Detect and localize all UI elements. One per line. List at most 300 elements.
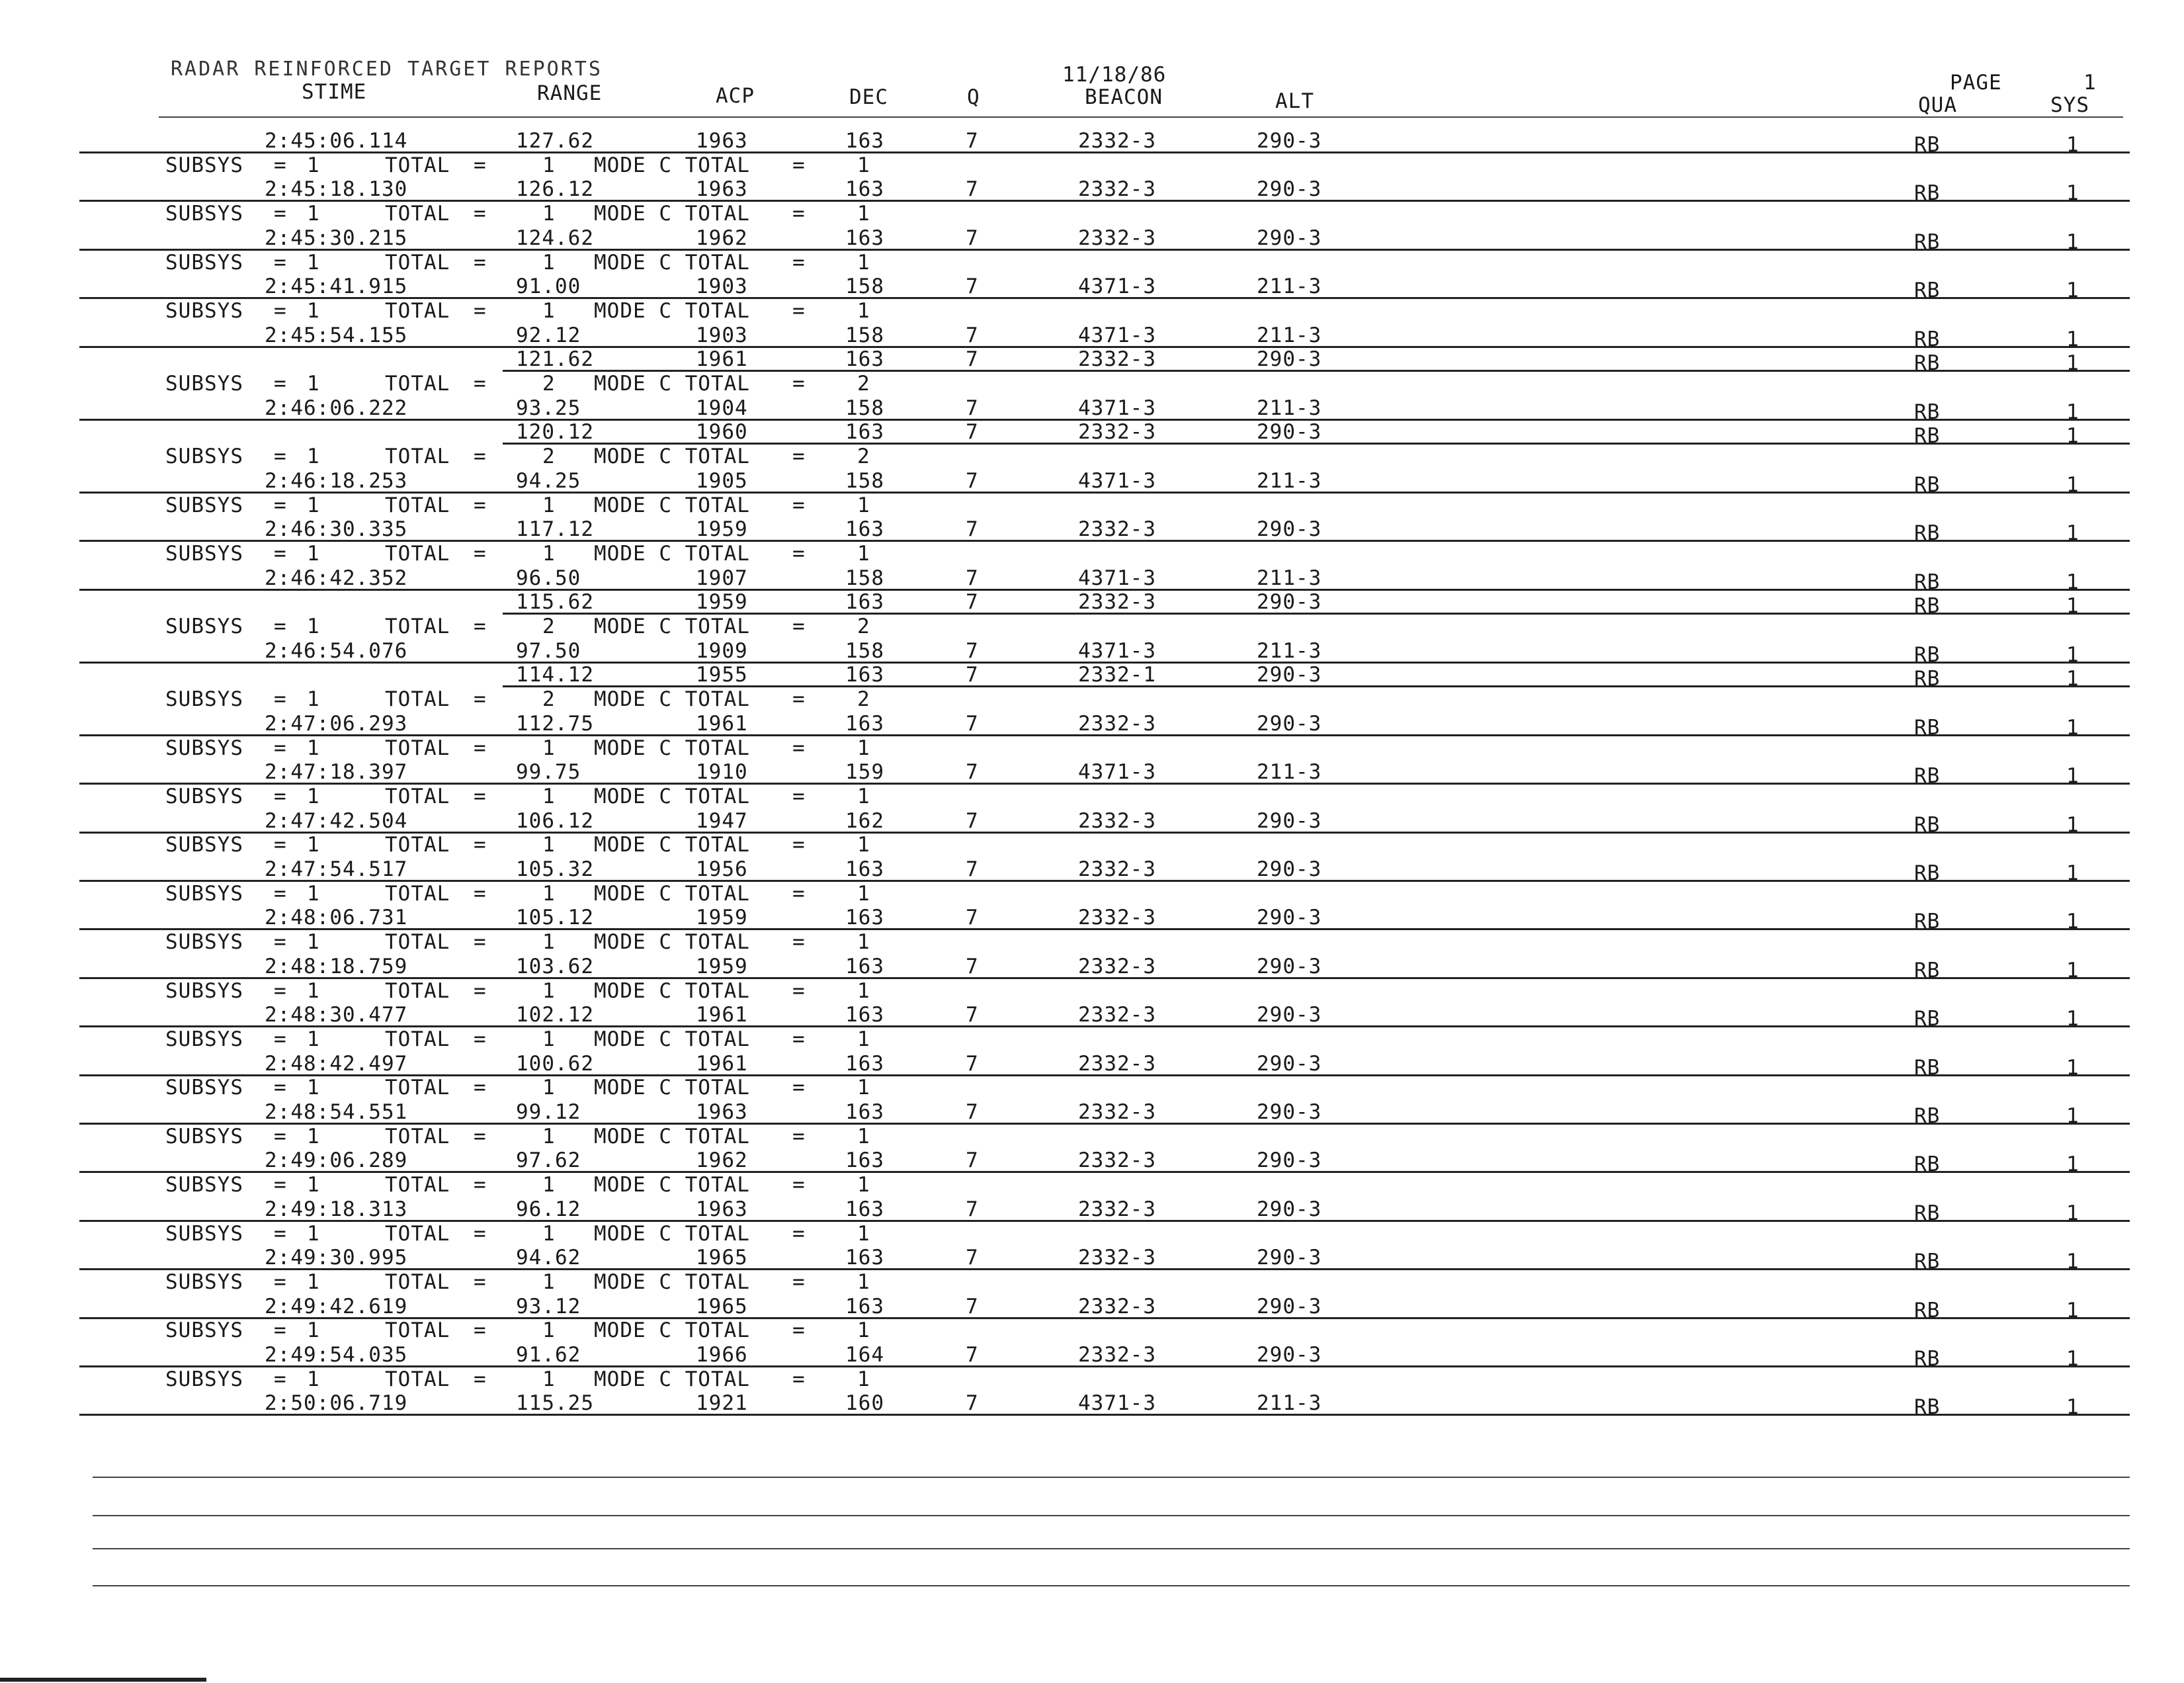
equals-sign: =	[474, 1027, 487, 1051]
sys-cell: 1	[2066, 910, 2079, 933]
sys-cell: 1	[2066, 667, 2079, 691]
mode-c-total-value: 1	[857, 202, 870, 226]
total-label: TOTAL	[385, 1173, 450, 1197]
qua-cell: RB	[1914, 959, 1941, 982]
acp-cell: 1962	[696, 226, 748, 250]
range-cell: 97.50	[516, 639, 581, 663]
equals-sign: =	[474, 930, 487, 954]
column-header-beacon: BEACON	[1085, 85, 1163, 109]
q-cell: 7	[966, 1052, 979, 1076]
equals-sign: =	[474, 251, 487, 275]
sys-cell: 1	[2066, 1104, 2079, 1128]
report-title: RADAR REINFORCED TARGET REPORTS	[171, 58, 603, 81]
range-cell: 102.12	[516, 1003, 594, 1027]
q-cell: 7	[966, 955, 979, 978]
beacon-cell: 2332-3	[1078, 955, 1156, 978]
alt-cell: 290-3	[1257, 1343, 1322, 1367]
sys-cell: 1	[2066, 959, 2079, 982]
total-value: 2	[542, 372, 556, 396]
beacon-cell: 2332-3	[1078, 906, 1156, 929]
equals-sign: =	[792, 1318, 806, 1342]
dec-cell: 163	[845, 1295, 884, 1318]
equals-sign: =	[792, 494, 806, 517]
mode-c-total-label: MODE C TOTAL	[594, 299, 750, 323]
total-value: 1	[542, 1270, 556, 1294]
beacon-cell: 2332-3	[1078, 1246, 1156, 1270]
subsys-value: 1	[307, 687, 320, 711]
mode-c-total-label: MODE C TOTAL	[594, 202, 750, 226]
subsys-label: SUBSYS	[165, 1367, 243, 1391]
qua-cell: RB	[1914, 570, 1941, 594]
acp-cell: 1959	[696, 906, 748, 929]
total-value: 1	[542, 785, 556, 808]
total-value: 1	[542, 882, 556, 906]
subsys-label: SUBSYS	[165, 299, 243, 323]
qua-cell: RB	[1914, 1007, 1941, 1031]
equals-sign: =	[274, 1222, 287, 1246]
mode-c-total-value: 2	[857, 445, 870, 468]
total-label: TOTAL	[385, 445, 450, 468]
range-cell: 97.62	[516, 1148, 581, 1172]
range-cell: 91.62	[516, 1343, 581, 1367]
mode-c-total-label: MODE C TOTAL	[594, 1125, 750, 1148]
report-date: 11/18/86	[1062, 63, 1167, 87]
edge-mark	[0, 1678, 206, 1682]
column-header-stime: STIME	[302, 80, 367, 104]
stime-cell: 2:47:06.293	[265, 712, 408, 736]
mode-c-total-label: MODE C TOTAL	[594, 882, 750, 906]
q-cell: 7	[966, 226, 979, 250]
blank-rule	[93, 1548, 2130, 1549]
subsys-label: SUBSYS	[165, 736, 243, 760]
subsys-value: 1	[307, 1367, 320, 1391]
total-value: 1	[542, 833, 556, 857]
mode-c-total-value: 2	[857, 372, 870, 396]
equals-sign: =	[792, 615, 806, 638]
total-label: TOTAL	[385, 1125, 450, 1148]
acp-cell: 1963	[696, 1100, 748, 1124]
dec-cell: 163	[845, 347, 884, 371]
dec-cell: 163	[845, 129, 884, 153]
equals-sign: =	[274, 1027, 287, 1051]
beacon-cell: 4371-3	[1078, 275, 1156, 298]
equals-sign: =	[274, 736, 287, 760]
subsys-value: 1	[307, 372, 320, 396]
page-label: PAGE	[1950, 71, 2002, 95]
mode-c-total-label: MODE C TOTAL	[594, 445, 750, 468]
total-label: TOTAL	[385, 202, 450, 226]
dec-cell: 163	[845, 226, 884, 250]
q-cell: 7	[966, 663, 979, 687]
stime-cell: 2:48:18.759	[265, 955, 408, 978]
mode-c-total-value: 1	[857, 736, 870, 760]
equals-sign: =	[792, 1270, 806, 1294]
equals-sign: =	[274, 542, 287, 566]
q-cell: 7	[966, 1246, 979, 1270]
total-label: TOTAL	[385, 930, 450, 954]
stime-cell: 2:45:41.915	[265, 275, 408, 298]
mode-c-total-value: 1	[857, 153, 870, 177]
equals-sign: =	[474, 202, 487, 226]
acp-cell: 1961	[696, 1003, 748, 1027]
header-underline	[159, 116, 2123, 118]
subsys-label: SUBSYS	[165, 1076, 243, 1100]
q-cell: 7	[966, 1391, 979, 1415]
range-cell: 105.12	[516, 906, 594, 929]
beacon-cell: 4371-3	[1078, 324, 1156, 347]
alt-cell: 290-3	[1257, 955, 1322, 978]
sys-cell: 1	[2066, 570, 2079, 594]
range-cell: 93.25	[516, 396, 581, 420]
beacon-cell: 4371-3	[1078, 1391, 1156, 1415]
acp-cell: 1904	[696, 396, 748, 420]
equals-sign: =	[474, 882, 487, 906]
q-cell: 7	[966, 1197, 979, 1221]
subsys-label: SUBSYS	[165, 153, 243, 177]
sys-cell: 1	[2066, 1250, 2079, 1273]
sys-cell: 1	[2066, 1056, 2079, 1080]
stime-cell: 2:49:54.035	[265, 1343, 408, 1367]
beacon-cell: 2332-3	[1078, 1052, 1156, 1076]
equals-sign: =	[274, 1076, 287, 1100]
range-cell: 115.25	[516, 1391, 594, 1415]
q-cell: 7	[966, 347, 979, 371]
total-label: TOTAL	[385, 542, 450, 566]
q-cell: 7	[966, 566, 979, 590]
acp-cell: 1959	[696, 590, 748, 614]
total-value: 1	[542, 494, 556, 517]
mode-c-total-value: 1	[857, 542, 870, 566]
equals-sign: =	[274, 1173, 287, 1197]
total-label: TOTAL	[385, 736, 450, 760]
range-cell: 114.12	[516, 663, 594, 687]
blank-rule	[93, 1477, 2130, 1478]
mode-c-total-label: MODE C TOTAL	[594, 930, 750, 954]
q-cell: 7	[966, 1148, 979, 1172]
stime-cell: 2:45:54.155	[265, 324, 408, 347]
equals-sign: =	[474, 785, 487, 808]
beacon-cell: 2332-3	[1078, 129, 1156, 153]
acp-cell: 1905	[696, 469, 748, 493]
total-value: 1	[542, 1076, 556, 1100]
equals-sign: =	[474, 1367, 487, 1391]
stime-cell: 2:48:06.731	[265, 906, 408, 929]
sys-cell: 1	[2066, 813, 2079, 837]
equals-sign: =	[474, 833, 487, 857]
acp-cell: 1907	[696, 566, 748, 590]
range-cell: 94.62	[516, 1246, 581, 1270]
total-label: TOTAL	[385, 1367, 450, 1391]
column-header-alt: ALT	[1275, 89, 1314, 113]
subsys-label: SUBSYS	[165, 1318, 243, 1342]
equals-sign: =	[474, 445, 487, 468]
range-cell: 115.62	[516, 590, 594, 614]
q-cell: 7	[966, 1343, 979, 1367]
acp-cell: 1909	[696, 639, 748, 663]
mode-c-total-label: MODE C TOTAL	[594, 1076, 750, 1100]
total-value: 1	[542, 202, 556, 226]
alt-cell: 290-3	[1257, 809, 1322, 833]
total-label: TOTAL	[385, 153, 450, 177]
q-cell: 7	[966, 639, 979, 663]
stime-cell: 2:47:42.504	[265, 809, 408, 833]
mode-c-total-value: 1	[857, 1270, 870, 1294]
equals-sign: =	[792, 930, 806, 954]
alt-cell: 211-3	[1257, 760, 1322, 784]
equals-sign: =	[792, 445, 806, 468]
equals-sign: =	[474, 1270, 487, 1294]
mode-c-total-label: MODE C TOTAL	[594, 979, 750, 1003]
equals-sign: =	[274, 299, 287, 323]
qua-cell: RB	[1914, 351, 1941, 375]
range-cell: 94.25	[516, 469, 581, 493]
q-cell: 7	[966, 906, 979, 929]
beacon-cell: 4371-3	[1078, 469, 1156, 493]
equals-sign: =	[474, 153, 487, 177]
qua-cell: RB	[1914, 1104, 1941, 1128]
dec-cell: 158	[845, 639, 884, 663]
acp-cell: 1910	[696, 760, 748, 784]
acp-cell: 1903	[696, 324, 748, 347]
subsys-value: 1	[307, 153, 320, 177]
sys-cell: 1	[2066, 351, 2079, 375]
equals-sign: =	[474, 1076, 487, 1100]
total-value: 1	[542, 930, 556, 954]
dec-cell: 163	[845, 712, 884, 736]
mode-c-total-label: MODE C TOTAL	[594, 494, 750, 517]
subsys-value: 1	[307, 736, 320, 760]
total-value: 1	[542, 542, 556, 566]
sys-cell: 1	[2066, 1395, 2079, 1419]
subsys-value: 1	[307, 930, 320, 954]
total-label: TOTAL	[385, 785, 450, 808]
equals-sign: =	[474, 615, 487, 638]
stime-cell: 2:46:18.253	[265, 469, 408, 493]
mode-c-total-label: MODE C TOTAL	[594, 785, 750, 808]
mode-c-total-label: MODE C TOTAL	[594, 153, 750, 177]
beacon-cell: 2332-3	[1078, 809, 1156, 833]
equals-sign: =	[474, 1173, 487, 1197]
subsys-value: 1	[307, 615, 320, 638]
alt-cell: 290-3	[1257, 420, 1322, 444]
equals-sign: =	[792, 1076, 806, 1100]
beacon-cell: 2332-3	[1078, 517, 1156, 541]
dec-cell: 158	[845, 324, 884, 347]
equals-sign: =	[792, 687, 806, 711]
sys-cell: 1	[2066, 643, 2079, 667]
subsys-value: 1	[307, 494, 320, 517]
mode-c-total-value: 1	[857, 882, 870, 906]
equals-sign: =	[474, 1318, 487, 1342]
subsys-value: 1	[307, 202, 320, 226]
stime-cell: 2:49:30.995	[265, 1246, 408, 1270]
range-cell: 91.00	[516, 275, 581, 298]
mode-c-total-value: 1	[857, 930, 870, 954]
equals-sign: =	[474, 979, 487, 1003]
dec-cell: 163	[845, 663, 884, 687]
total-label: TOTAL	[385, 372, 450, 396]
equals-sign: =	[274, 202, 287, 226]
subsys-value: 1	[307, 1076, 320, 1100]
subsys-value: 1	[307, 1222, 320, 1246]
acp-cell: 1959	[696, 517, 748, 541]
q-cell: 7	[966, 129, 979, 153]
equals-sign: =	[474, 1125, 487, 1148]
acp-cell: 1947	[696, 809, 748, 833]
equals-sign: =	[274, 494, 287, 517]
qua-cell: RB	[1914, 133, 1941, 157]
alt-cell: 290-3	[1257, 663, 1322, 687]
sys-cell: 1	[2066, 327, 2079, 351]
total-label: TOTAL	[385, 979, 450, 1003]
acp-cell: 1959	[696, 955, 748, 978]
q-cell: 7	[966, 469, 979, 493]
equals-sign: =	[474, 372, 487, 396]
stime-cell: 2:46:06.222	[265, 396, 408, 420]
total-value: 1	[542, 1125, 556, 1148]
equals-sign: =	[274, 615, 287, 638]
qua-cell: RB	[1914, 1152, 1941, 1176]
dec-cell: 163	[845, 420, 884, 444]
equals-sign: =	[792, 882, 806, 906]
q-cell: 7	[966, 396, 979, 420]
sys-cell: 1	[2066, 424, 2079, 448]
column-header-q: Q	[967, 85, 980, 109]
qua-cell: RB	[1914, 327, 1941, 351]
q-cell: 7	[966, 1003, 979, 1027]
mode-c-total-value: 2	[857, 687, 870, 711]
acp-cell: 1961	[696, 1052, 748, 1076]
alt-cell: 290-3	[1257, 1003, 1322, 1027]
alt-cell: 290-3	[1257, 129, 1322, 153]
alt-cell: 211-3	[1257, 1391, 1322, 1415]
subsys-label: SUBSYS	[165, 833, 243, 857]
subsys-label: SUBSYS	[165, 445, 243, 468]
total-value: 1	[542, 1367, 556, 1391]
q-cell: 7	[966, 1295, 979, 1318]
mode-c-total-value: 1	[857, 979, 870, 1003]
equals-sign: =	[474, 1222, 487, 1246]
equals-sign: =	[274, 153, 287, 177]
equals-sign: =	[792, 736, 806, 760]
subsys-label: SUBSYS	[165, 251, 243, 275]
q-cell: 7	[966, 760, 979, 784]
mode-c-total-label: MODE C TOTAL	[594, 736, 750, 760]
qua-cell: RB	[1914, 424, 1941, 448]
total-value: 1	[542, 1173, 556, 1197]
qua-cell: RB	[1914, 1347, 1941, 1371]
range-cell: 126.12	[516, 177, 594, 201]
dec-cell: 162	[845, 809, 884, 833]
acp-cell: 1955	[696, 663, 748, 687]
beacon-cell: 2332-3	[1078, 1100, 1156, 1124]
range-cell: 92.12	[516, 324, 581, 347]
q-cell: 7	[966, 324, 979, 347]
sys-cell: 1	[2066, 521, 2079, 545]
equals-sign: =	[792, 202, 806, 226]
alt-cell: 290-3	[1257, 1052, 1322, 1076]
equals-sign: =	[792, 153, 806, 177]
beacon-cell: 2332-3	[1078, 1197, 1156, 1221]
range-cell: 112.75	[516, 712, 594, 736]
subsys-value: 1	[307, 1173, 320, 1197]
beacon-cell: 4371-3	[1078, 760, 1156, 784]
beacon-cell: 2332-3	[1078, 857, 1156, 881]
sys-cell: 1	[2066, 181, 2079, 205]
dec-cell: 163	[845, 1100, 884, 1124]
subsys-label: SUBSYS	[165, 1173, 243, 1197]
total-label: TOTAL	[385, 299, 450, 323]
subsys-label: SUBSYS	[165, 979, 243, 1003]
alt-cell: 211-3	[1257, 566, 1322, 590]
total-value: 2	[542, 687, 556, 711]
equals-sign: =	[274, 785, 287, 808]
subsys-value: 1	[307, 1318, 320, 1342]
range-cell: 99.75	[516, 760, 581, 784]
mode-c-total-value: 1	[857, 251, 870, 275]
total-label: TOTAL	[385, 1076, 450, 1100]
equals-sign: =	[274, 1270, 287, 1294]
dec-cell: 160	[845, 1391, 884, 1415]
subsys-value: 1	[307, 299, 320, 323]
range-cell: 120.12	[516, 420, 594, 444]
equals-sign: =	[792, 1222, 806, 1246]
total-value: 2	[542, 615, 556, 638]
mode-c-total-label: MODE C TOTAL	[594, 1318, 750, 1342]
column-header-acp: ACP	[716, 84, 755, 108]
range-cell: 121.62	[516, 347, 594, 371]
acp-cell: 1965	[696, 1246, 748, 1270]
column-header-range: RANGE	[537, 81, 603, 105]
equals-sign: =	[274, 979, 287, 1003]
qua-cell: RB	[1914, 1299, 1941, 1322]
subsys-label: SUBSYS	[165, 1222, 243, 1246]
row-rule	[79, 1414, 2130, 1416]
dec-cell: 164	[845, 1343, 884, 1367]
equals-sign: =	[274, 251, 287, 275]
total-label: TOTAL	[385, 1222, 450, 1246]
range-cell: 127.62	[516, 129, 594, 153]
subsys-label: SUBSYS	[165, 372, 243, 396]
total-label: TOTAL	[385, 251, 450, 275]
qua-cell: RB	[1914, 594, 1941, 618]
qua-cell: RB	[1914, 910, 1941, 933]
total-label: TOTAL	[385, 494, 450, 517]
q-cell: 7	[966, 177, 979, 201]
blank-rule	[93, 1585, 2130, 1586]
equals-sign: =	[792, 979, 806, 1003]
dec-cell: 158	[845, 469, 884, 493]
range-cell: 100.62	[516, 1052, 594, 1076]
equals-sign: =	[474, 542, 487, 566]
alt-cell: 290-3	[1257, 590, 1322, 614]
acp-cell: 1965	[696, 1295, 748, 1318]
subsys-value: 1	[307, 785, 320, 808]
stime-cell: 2:49:42.619	[265, 1295, 408, 1318]
dec-cell: 158	[845, 566, 884, 590]
mode-c-total-value: 1	[857, 1125, 870, 1148]
equals-sign: =	[792, 833, 806, 857]
stime-cell: 2:49:18.313	[265, 1197, 408, 1221]
stime-cell: 2:45:30.215	[265, 226, 408, 250]
total-label: TOTAL	[385, 833, 450, 857]
acp-cell: 1903	[696, 275, 748, 298]
total-label: TOTAL	[385, 882, 450, 906]
alt-cell: 211-3	[1257, 396, 1322, 420]
mode-c-total-label: MODE C TOTAL	[594, 251, 750, 275]
mode-c-total-label: MODE C TOTAL	[594, 1027, 750, 1051]
mode-c-total-value: 1	[857, 1222, 870, 1246]
